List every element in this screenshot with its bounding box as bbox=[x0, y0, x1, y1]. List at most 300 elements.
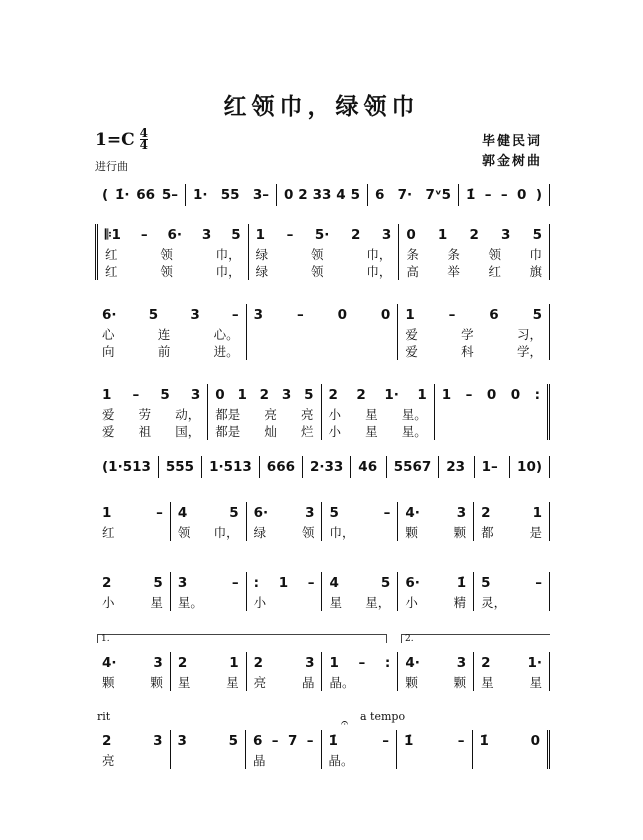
notes bbox=[405, 502, 466, 524]
lyric-syllable: 高 bbox=[406, 264, 419, 279]
note: 2 bbox=[481, 505, 491, 521]
note: ) bbox=[535, 187, 542, 203]
measure bbox=[95, 304, 247, 360]
lyric-syllable: 星。 bbox=[177, 595, 203, 610]
measure bbox=[171, 730, 247, 769]
lyric-syllable: 红 bbox=[488, 264, 501, 279]
lyric-syllable: 红 bbox=[102, 525, 115, 540]
notes bbox=[178, 652, 239, 674]
lyric-syllable: 条 bbox=[447, 247, 460, 262]
time-signature bbox=[140, 128, 148, 151]
tempo-marking: 进行曲 bbox=[95, 160, 128, 173]
lyric-syllable: 晶。 bbox=[328, 753, 354, 768]
measure bbox=[95, 572, 171, 611]
note: 2 bbox=[328, 387, 338, 403]
note: 3 bbox=[456, 655, 467, 671]
measure bbox=[399, 224, 550, 280]
time-bottom: 4 bbox=[139, 138, 148, 152]
lyric-syllable: 巾， bbox=[213, 525, 239, 540]
measure bbox=[351, 456, 386, 478]
lyric-line bbox=[254, 326, 391, 343]
measure bbox=[95, 502, 171, 541]
lyric-line bbox=[442, 423, 540, 440]
lyric-line bbox=[406, 246, 542, 263]
staff-system bbox=[95, 184, 550, 206]
lyric-syllable: 颗 bbox=[453, 675, 467, 690]
notes bbox=[209, 456, 252, 478]
lyric-syllable: 星 bbox=[481, 675, 494, 690]
lyric-syllable: 亮 bbox=[253, 675, 267, 690]
rit-marking: rit bbox=[97, 710, 111, 723]
notes bbox=[405, 652, 466, 674]
lyric-syllable: 灿 bbox=[264, 424, 277, 439]
notes bbox=[375, 184, 451, 206]
note: 3 bbox=[305, 655, 315, 671]
lyric-syllable: 巾， bbox=[215, 264, 241, 279]
lyricist: 毕健民词 bbox=[482, 134, 543, 149]
note: 1·5 bbox=[209, 459, 233, 475]
lyric-line bbox=[406, 263, 542, 280]
notes bbox=[256, 224, 392, 246]
measure bbox=[171, 572, 247, 611]
note: 5 bbox=[229, 505, 239, 521]
measure bbox=[398, 652, 474, 691]
lyric-line bbox=[256, 263, 392, 280]
notes bbox=[102, 502, 163, 524]
lyric-syllable: 星。 bbox=[401, 407, 427, 422]
note: 1̇ bbox=[466, 187, 476, 203]
key-signature bbox=[95, 128, 148, 151]
lyric-line bbox=[215, 423, 313, 440]
lyric-syllable: 爱 bbox=[102, 407, 115, 422]
lyric-syllable: 星 bbox=[529, 675, 542, 690]
note: 1 bbox=[532, 505, 542, 521]
lyric-syllable: 星 bbox=[177, 675, 191, 690]
volta-1: 1. bbox=[97, 634, 387, 643]
lyric-syllable: 都是 bbox=[215, 424, 241, 439]
notes bbox=[517, 456, 542, 478]
note: 1 bbox=[102, 387, 112, 403]
note: : bbox=[253, 575, 260, 591]
notes bbox=[358, 456, 378, 478]
note: 4 bbox=[336, 187, 346, 203]
note: 55 bbox=[220, 187, 240, 203]
note: 23 bbox=[446, 459, 466, 475]
lyric-syllable: 巾 bbox=[529, 247, 542, 262]
lyric-syllable: 爱 bbox=[405, 344, 418, 359]
lyric-syllable: 灵， bbox=[481, 595, 507, 610]
lyric-syllable: 都是 bbox=[215, 407, 241, 422]
note: 3 bbox=[381, 227, 392, 243]
note: 13 bbox=[132, 459, 151, 475]
measure bbox=[322, 572, 398, 611]
lyric-syllable: 星， bbox=[365, 595, 391, 610]
note: 2 bbox=[253, 655, 264, 671]
measure bbox=[474, 572, 550, 611]
lyric-syllable: 绿 bbox=[255, 264, 269, 279]
lyric-syllable: 领 bbox=[301, 525, 315, 540]
notes bbox=[102, 384, 200, 406]
notes bbox=[482, 456, 502, 478]
lyric-line bbox=[178, 752, 239, 769]
note: 1 bbox=[229, 655, 239, 671]
note: 2 bbox=[298, 187, 308, 203]
lyric-syllable: 晶 bbox=[301, 675, 315, 690]
notes bbox=[446, 456, 466, 478]
notes bbox=[102, 184, 178, 206]
lyric-syllable: 星 bbox=[150, 595, 163, 610]
note: ( bbox=[102, 187, 109, 203]
note: 5 bbox=[231, 227, 241, 243]
note: 5 bbox=[380, 575, 391, 591]
note: 5 bbox=[329, 505, 339, 521]
note: 3 bbox=[177, 733, 187, 749]
note: 2 bbox=[102, 575, 112, 591]
note: 𝄆1 bbox=[105, 227, 121, 243]
note: 5 bbox=[153, 575, 163, 591]
lyric-line bbox=[102, 594, 163, 611]
notes bbox=[406, 224, 542, 246]
lyric-syllable: 领 bbox=[177, 525, 191, 540]
lyric-syllable: 国， bbox=[175, 424, 201, 439]
key: 1=C bbox=[95, 129, 135, 150]
note: – bbox=[271, 733, 279, 749]
lyric-line bbox=[215, 406, 313, 423]
note: – bbox=[465, 387, 473, 403]
lyric-line bbox=[329, 674, 390, 691]
note: 0 bbox=[406, 227, 416, 243]
note: 46 bbox=[358, 459, 378, 475]
note: 666 bbox=[266, 459, 295, 475]
volta-2: 2. bbox=[401, 634, 550, 643]
note: 555 bbox=[165, 459, 195, 475]
note: 2 bbox=[356, 387, 366, 403]
lyric-syllable: 心。 bbox=[213, 327, 239, 342]
notes bbox=[329, 730, 390, 752]
lyric-syllable: 小 bbox=[328, 407, 342, 422]
measure bbox=[439, 456, 474, 478]
notes bbox=[480, 730, 541, 752]
lyric-syllable: 条 bbox=[406, 247, 419, 262]
notes bbox=[466, 184, 542, 206]
note: 5– bbox=[161, 187, 178, 203]
notes bbox=[193, 184, 269, 206]
lyric-line bbox=[178, 674, 239, 691]
measure bbox=[202, 456, 260, 478]
notes bbox=[178, 572, 239, 594]
notes bbox=[253, 730, 314, 752]
notes bbox=[105, 224, 241, 246]
lyric-syllable: 科 bbox=[461, 344, 474, 359]
lyric-syllable: 旗 bbox=[529, 264, 542, 279]
staff-system bbox=[95, 384, 550, 440]
measure bbox=[322, 384, 435, 440]
measure bbox=[277, 184, 368, 206]
note: 4· bbox=[405, 655, 420, 671]
lyric-syllable: 小 bbox=[405, 595, 418, 610]
note: 1·5 bbox=[108, 459, 133, 475]
lyric-syllable: 星 bbox=[226, 675, 239, 690]
lyric-syllable: 进。 bbox=[213, 344, 239, 359]
note: – bbox=[296, 307, 304, 323]
measure bbox=[398, 572, 474, 611]
note: 1· bbox=[384, 387, 399, 403]
note: 7· bbox=[397, 187, 413, 203]
note: 5· bbox=[314, 227, 330, 243]
note: 1̇ bbox=[404, 733, 414, 749]
lyric-line bbox=[405, 674, 466, 691]
lyric-syllable: 颗 bbox=[453, 525, 467, 540]
lyric-syllable: 精 bbox=[453, 595, 467, 610]
note: – bbox=[358, 655, 366, 671]
note: : bbox=[534, 387, 540, 403]
notes bbox=[405, 572, 466, 594]
note: 1· bbox=[193, 187, 208, 203]
song-title: 红领巾，绿领巾 bbox=[223, 93, 420, 120]
note: 33 bbox=[312, 187, 332, 203]
note: 10 bbox=[517, 459, 536, 475]
lyric-syllable: 领 bbox=[160, 264, 173, 279]
notes bbox=[254, 652, 315, 674]
notes bbox=[481, 572, 542, 594]
lyric-syllable: 都 bbox=[481, 525, 494, 540]
note: – bbox=[231, 575, 239, 591]
lyric-line bbox=[102, 326, 239, 343]
measure bbox=[171, 652, 247, 691]
measure bbox=[95, 184, 186, 206]
note: 2 bbox=[481, 655, 491, 671]
note: 1̇ bbox=[328, 733, 338, 749]
lyric-syllable: 亮 bbox=[264, 407, 277, 422]
note: – bbox=[286, 227, 294, 243]
lyric-syllable: 星 bbox=[365, 407, 378, 422]
measure bbox=[171, 502, 247, 541]
note: 1̇ bbox=[456, 575, 467, 591]
note: 5 bbox=[304, 387, 314, 403]
measure bbox=[247, 572, 323, 611]
notes bbox=[329, 572, 390, 594]
lyric-syllable: 颗 bbox=[405, 525, 418, 540]
note: 6· bbox=[405, 575, 420, 591]
note: 1 bbox=[441, 387, 452, 403]
measure bbox=[322, 730, 398, 769]
note: 0 bbox=[380, 307, 391, 323]
lyric-syllable: 领 bbox=[311, 247, 324, 262]
lyric-syllable: 学 bbox=[461, 327, 474, 342]
lyric-line bbox=[254, 343, 391, 360]
lyric-line bbox=[178, 524, 239, 541]
measure bbox=[474, 652, 550, 691]
note: 5 bbox=[532, 307, 542, 323]
measure bbox=[474, 502, 550, 541]
notes bbox=[284, 184, 360, 206]
note: 7ᵛ5 bbox=[425, 187, 451, 203]
lyric-line bbox=[253, 752, 314, 769]
fermata-icon: 𝄐 bbox=[341, 716, 349, 731]
notes bbox=[178, 502, 239, 524]
note: 1 bbox=[405, 307, 415, 323]
lyric-line bbox=[254, 524, 315, 541]
lyric-syllable: 小 bbox=[253, 595, 267, 610]
note: – bbox=[307, 575, 315, 591]
notes bbox=[102, 730, 163, 752]
notes bbox=[166, 456, 194, 478]
measure bbox=[322, 652, 398, 691]
lyric-syllable: 领 bbox=[488, 247, 501, 262]
note: ( bbox=[102, 459, 109, 475]
note: 3 bbox=[281, 387, 292, 403]
note: 2 bbox=[102, 733, 112, 749]
notes bbox=[254, 502, 315, 524]
lyric-syllable: 晶。 bbox=[329, 675, 355, 690]
note: 3– bbox=[252, 187, 269, 203]
lyric-syllable: 红 bbox=[105, 247, 118, 262]
measure bbox=[368, 184, 459, 206]
note: 6 bbox=[253, 733, 263, 749]
note: – bbox=[156, 505, 163, 521]
note: 2 bbox=[177, 655, 188, 671]
staff-system bbox=[95, 304, 550, 360]
lyric-line bbox=[329, 423, 427, 440]
lyric-syllable: 是 bbox=[529, 525, 542, 540]
lyric-syllable: 绿 bbox=[255, 247, 269, 262]
measure bbox=[95, 456, 159, 478]
note: 2 bbox=[350, 227, 361, 243]
measure bbox=[398, 502, 474, 541]
note: – bbox=[535, 575, 542, 591]
notes bbox=[102, 304, 239, 326]
lyric-line bbox=[405, 594, 466, 611]
note: – bbox=[132, 387, 140, 403]
lyric-syllable: 亮 bbox=[102, 753, 115, 768]
note: 6· bbox=[102, 307, 117, 323]
note: 3 bbox=[253, 307, 264, 323]
measure bbox=[397, 730, 473, 769]
lyric-line bbox=[442, 406, 540, 423]
note: – bbox=[306, 733, 314, 749]
note: 66 bbox=[136, 187, 156, 203]
note: – bbox=[484, 187, 492, 203]
lyric-syllable: 习， bbox=[517, 327, 543, 342]
note: 1 bbox=[417, 387, 427, 403]
staff-system bbox=[95, 224, 550, 280]
note: 0 bbox=[517, 187, 527, 203]
lyric-syllable: 颗 bbox=[405, 675, 418, 690]
note: 7 bbox=[287, 733, 298, 749]
staff-system bbox=[95, 572, 550, 611]
staff-system bbox=[95, 502, 550, 541]
note: 5 bbox=[228, 733, 238, 749]
note: 3 bbox=[456, 505, 467, 521]
lyric-syllable: 红 bbox=[105, 264, 118, 279]
note: 1 bbox=[102, 505, 112, 521]
notes bbox=[178, 730, 239, 752]
measure bbox=[95, 730, 171, 769]
note: 4· bbox=[405, 505, 420, 521]
lyric-line bbox=[481, 674, 542, 691]
lyric-line bbox=[329, 406, 427, 423]
note: 13 bbox=[233, 459, 252, 475]
note: 0 bbox=[215, 387, 225, 403]
lyric-syllable: 心 bbox=[102, 327, 115, 342]
notes bbox=[329, 502, 390, 524]
lyric-syllable: 向 bbox=[102, 344, 115, 359]
notes bbox=[404, 730, 465, 752]
measure bbox=[322, 502, 398, 541]
note: 4 bbox=[329, 575, 339, 591]
measure bbox=[475, 456, 510, 478]
measure bbox=[247, 652, 323, 691]
measure bbox=[387, 456, 440, 478]
lyric-line bbox=[254, 674, 315, 691]
lyric-syllable: 巾， bbox=[366, 264, 392, 279]
notes bbox=[102, 572, 163, 594]
notes bbox=[394, 456, 432, 478]
note: 3 bbox=[190, 387, 201, 403]
note: 6 bbox=[489, 307, 499, 323]
note: : bbox=[384, 655, 391, 671]
note: 3 bbox=[153, 733, 163, 749]
lyric-syllable: 巾， bbox=[366, 247, 392, 262]
a-tempo-marking: a tempo bbox=[360, 710, 406, 723]
lyric-line bbox=[178, 594, 239, 611]
lyric-line bbox=[405, 326, 542, 343]
notes bbox=[102, 652, 163, 674]
measure bbox=[95, 652, 171, 691]
notes bbox=[329, 652, 390, 674]
notes bbox=[254, 572, 315, 594]
lyric-line bbox=[329, 524, 390, 541]
lyric-line bbox=[254, 594, 315, 611]
note: 1 bbox=[329, 655, 339, 671]
note: 2·33 bbox=[309, 459, 344, 475]
measure bbox=[459, 184, 550, 206]
note: 1 bbox=[437, 227, 448, 243]
note: 3 bbox=[305, 505, 315, 521]
notes bbox=[405, 304, 542, 326]
note: ) bbox=[535, 459, 543, 475]
note: 3 bbox=[190, 307, 200, 323]
lyric-line bbox=[404, 752, 465, 769]
note: 3 bbox=[177, 575, 188, 591]
note: 1 bbox=[255, 227, 266, 243]
lyric-syllable: 绿 bbox=[253, 525, 267, 540]
lyric-syllable: 晶 bbox=[253, 753, 266, 768]
measure bbox=[208, 384, 321, 440]
staff-system bbox=[95, 730, 550, 769]
lyric-syllable: 烂 bbox=[300, 424, 314, 439]
note: 3 bbox=[501, 227, 511, 243]
lyric-line bbox=[329, 594, 390, 611]
measure bbox=[247, 502, 323, 541]
lyric-line bbox=[102, 406, 200, 423]
lyric-syllable: 亮 bbox=[300, 407, 314, 422]
measure bbox=[249, 224, 400, 280]
measure bbox=[159, 456, 202, 478]
note: 1 bbox=[237, 387, 247, 403]
lyric-syllable: 巾， bbox=[215, 247, 241, 262]
measure bbox=[246, 730, 322, 769]
note: 4· bbox=[102, 655, 117, 671]
note: – bbox=[457, 733, 465, 749]
notes bbox=[481, 652, 542, 674]
staff-system bbox=[95, 456, 550, 478]
note: 0 bbox=[486, 387, 497, 403]
note: 5 bbox=[148, 307, 159, 323]
note: 2 bbox=[259, 387, 270, 403]
lyric-syllable: 小 bbox=[102, 595, 115, 610]
note: 5 bbox=[532, 227, 542, 243]
